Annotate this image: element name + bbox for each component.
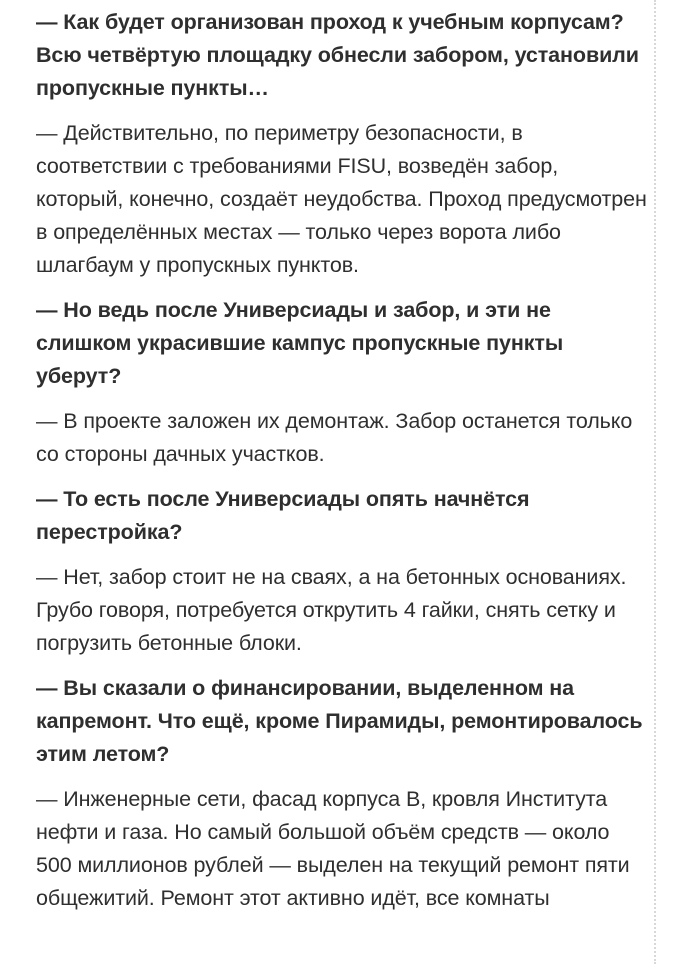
- question-3: — То есть после Универсиады опять начнётся перестройка?: [36, 487, 530, 544]
- question-4: — Вы сказали о финансировании, выделенном на капремонт. Что ещё, кроме Пирамиды, ремонтировалось этим летом?: [36, 676, 643, 766]
- column-divider: [654, 0, 656, 964]
- answer-3: — Нет, забор стоит не на сваях, а на бетонных основаниях. Грубо говоря, потребуется открутить 4 гайки, снять сетку и погрузить бетонные блоки.: [36, 565, 627, 655]
- answer-4: — Инженерные сети, фасад корпуса В, кровля Института нефти и газа. Но самый большой объём средств — около 500 миллионов рублей — выделен на текущий ремонт пяти общежитий. Ремонт этот активно идёт, все комнаты: [36, 787, 630, 910]
- answer-2: — В проекте заложен их демонтаж. Забор останется только со стороны дачных участков.: [36, 409, 633, 466]
- question-1: — Как будет организован проход к учебным корпусам? Всю четвёртую площадку обнесли забором, установили пропускные пункты…: [36, 10, 639, 100]
- interview-article: [36, 6, 648, 927]
- answer-1: — Действительно, по периметру безопасности, в соответствии с требованиями FISU, возведён забор, который, конечно, создаёт неудобства. Проход предусмотрен в определённых местах — только через ворота либо шлагбаум у пропускных пунктов.: [36, 121, 647, 277]
- question-2: — Но ведь после Универсиады и забор, и эти не слишком украсившие кампус пропускные пункты уберут?: [36, 298, 564, 388]
